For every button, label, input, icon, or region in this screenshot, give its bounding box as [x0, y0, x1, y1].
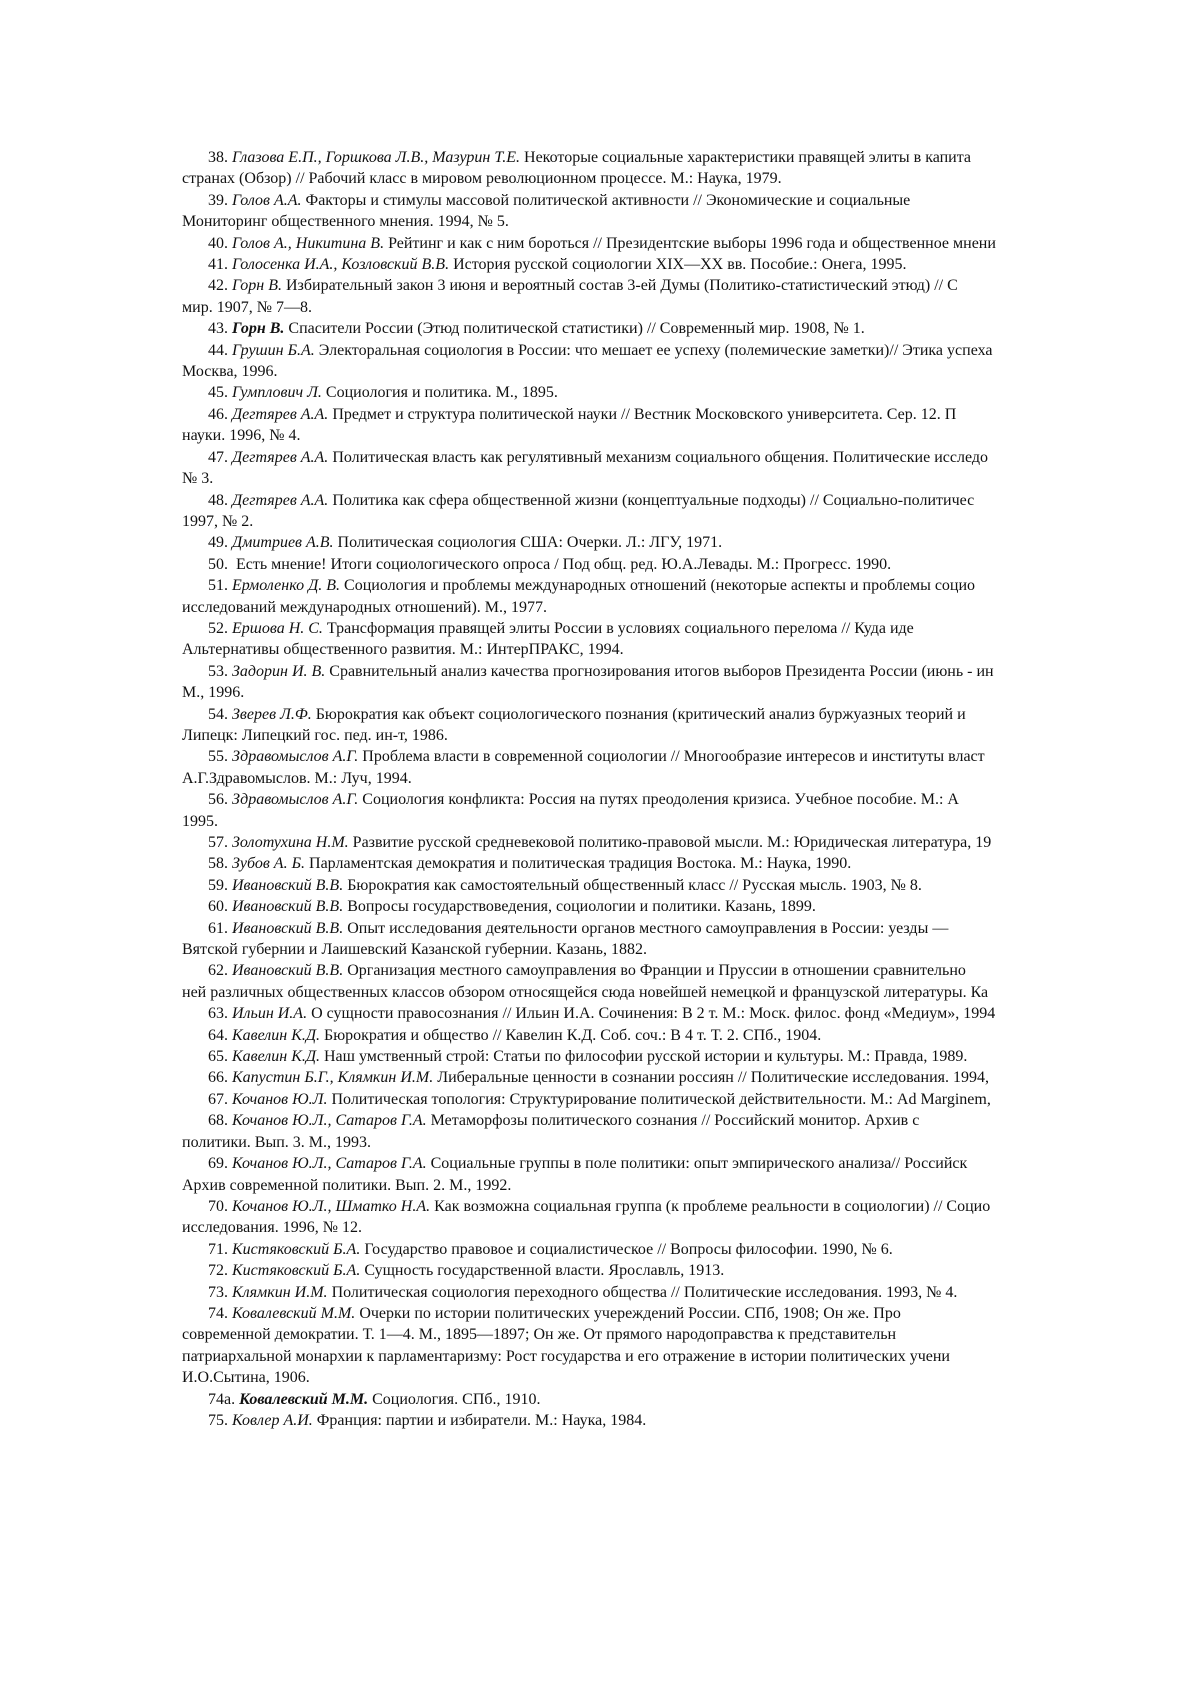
bibliography-list: [182, 147, 1200, 1431]
entry-number: 52.: [208, 619, 228, 637]
entry-first-line: [182, 1067, 1200, 1088]
bibliography-entry: [182, 275, 1200, 318]
entry-continuation-line: [182, 982, 1200, 1003]
entry-first-line: [182, 532, 1200, 553]
entry-number: 38.: [208, 149, 228, 166]
entry-number: 60.: [208, 898, 228, 916]
entry-continuation-line: [182, 1346, 1200, 1367]
entry-text: Политика как сфера общественной жизни (концептуальные подходы) // Социально-политичес: [328, 491, 975, 509]
entry-number: 41.: [208, 256, 228, 274]
entry-first-line: [182, 1153, 1200, 1174]
bibliography-entry: [182, 1239, 1200, 1260]
bibliography-entry: [182, 382, 1200, 403]
entry-text: А.Г.Здравомыслов. М.: Луч, 1994.: [182, 769, 412, 787]
entry-number: 62.: [208, 962, 228, 980]
entry-text: Развитие русской средневековой политико-правовой мысли. М.: Юридическая литература, 19: [348, 834, 992, 851]
entry-number: 46.: [208, 405, 228, 423]
entry-author: Зубов А. Б.: [232, 855, 306, 873]
entry-text: патриархальной монархии к парламентаризму: Рост государства и его отражение в истории политических учени: [182, 1347, 950, 1365]
entry-text: исследования. 1996, № 12.: [182, 1219, 362, 1237]
entry-first-line: [182, 789, 1200, 810]
entry-author: Кистяковский Б.А.: [232, 1240, 361, 1258]
entry-number: 73.: [208, 1283, 228, 1301]
bibliography-entry: [182, 1410, 1200, 1431]
entry-text: Электоральная социология в России: что мешает ее успеху (полемические заметки)// Этика успеха: [314, 341, 993, 359]
entry-text: Рейтинг и как с ним бороться // Президентские выборы 1996 года и общественное мнени: [384, 234, 996, 252]
entry-number: 42.: [208, 277, 228, 295]
bibliography-entry: [182, 1089, 1200, 1110]
entry-number: 44.: [208, 341, 228, 359]
entry-number: 61.: [208, 919, 228, 937]
entry-first-line: [182, 1239, 1200, 1260]
entry-text: Архив современной политики. Вып. 2. М., 1992.: [182, 1176, 512, 1194]
entry-text: Предмет и структура политической науки // Вестник Московского университета. Сер. 12. П: [328, 405, 957, 423]
entry-text: ней различных общественных классов обзором относящейся сюда новейшей немецкой и французской литературы. Ка: [182, 983, 989, 1001]
entry-text: Избирательный закон 3 июня и вероятный состав 3-ей Думы (Политико-статистический этюд) // С: [281, 277, 958, 295]
entry-continuation-line: [182, 725, 1200, 746]
entry-text: Наш умственный строй: Статьи по философии русской истории и культуры. М.: Правда, 1989.: [320, 1048, 968, 1066]
entry-text: Социальные группы в поле политики: опыт эмпирического анализа// Российск: [426, 1155, 968, 1173]
entry-text: И.О.Сытина, 1906.: [182, 1369, 310, 1387]
entry-author: Дегтярев А.А.: [232, 405, 329, 423]
entry-author: Голов А.А.: [232, 191, 302, 209]
entry-author: Кочанов Ю.Л., Сатаров Г.А.: [232, 1155, 427, 1173]
entry-text: Бюрократия и общество // Кавелин К.Д. Соб. соч.: В 4 т. Т. 2. СПб., 1904.: [320, 1026, 822, 1044]
entry-author: Горн В.: [232, 277, 282, 295]
entry-first-line: [182, 896, 1200, 917]
entry-text: Политическая топология: Структурирование политической действительности. М.: Ad Marginem,: [327, 1090, 991, 1108]
entry-text: мир. 1907, № 7—8.: [182, 298, 312, 316]
entry-text: Парламентская демократия и политическая традиция Востока. М.: Наука, 1990.: [305, 855, 852, 873]
bibliography-entry: [182, 1110, 1200, 1153]
entry-number: 40.: [208, 234, 228, 252]
entry-text: Политическая социология США: Очерки. Л.: ЛГУ, 1971.: [333, 534, 723, 552]
entry-author: Голосенка И.А., Козловский В.В.: [232, 256, 450, 274]
bibliography-entry: [182, 1046, 1200, 1067]
entry-text: Факторы и стимулы массовой политической активности // Экономические и социальные: [301, 191, 911, 209]
entry-number: 48.: [208, 491, 228, 509]
entry-text: Франция: партии и избиратели. М.: Наука, 1984.: [312, 1411, 647, 1429]
bibliography-entry: [182, 918, 1200, 961]
entry-continuation-line: [182, 768, 1200, 789]
bibliography-entry: [182, 618, 1200, 661]
entry-first-line: [182, 853, 1200, 874]
bibliography-entry: [182, 575, 1200, 618]
bibliography-entry: [182, 447, 1200, 490]
entry-first-line: [182, 960, 1200, 981]
entry-first-line: [182, 875, 1200, 896]
entry-first-line: [182, 1196, 1200, 1217]
entry-first-line: [182, 1110, 1200, 1131]
entry-text: Проблема власти в современной социологии // Многообразие интересов и институты власт: [358, 748, 985, 766]
entry-number: 51.: [208, 577, 228, 595]
entry-text: История русской социологии XIX—XX вв. Пособие.: Онега, 1995.: [449, 256, 907, 274]
entry-first-line: [182, 190, 1200, 211]
entry-text: Организация местного самоуправления во Франции и Пруссии в отношении сравнительно: [343, 962, 966, 980]
entry-text: Государство правовое и социалистическое // Вопросы философии. 1990, № 6.: [360, 1240, 893, 1258]
entry-text: Бюрократия как объект социологического познания (критический анализ буржуазных теорий и: [311, 705, 966, 723]
bibliography-entry: [182, 340, 1200, 383]
entry-number: 53.: [208, 662, 228, 680]
entry-text: Некоторые социальные характеристики правящей элиты в капита: [520, 149, 972, 166]
entry-continuation-line: [182, 297, 1200, 318]
bibliography-entry: [182, 1067, 1200, 1088]
entry-author: Ивановский В.В.: [232, 876, 344, 894]
entry-continuation-line: [182, 1132, 1200, 1153]
entry-author: Ермоленко Д. В.: [232, 577, 341, 595]
entry-text: Опыт исследования деятельности органов местного самоуправления в России: уезды —: [343, 919, 949, 937]
bibliography-entry: [182, 190, 1200, 233]
entry-text: Есть мнение! Итоги социологического опроса / Под общ. ред. Ю.А.Левады. М.: Прогресс. 1990.: [232, 555, 892, 573]
entry-first-line: [182, 1046, 1200, 1067]
entry-number: 72.: [208, 1262, 228, 1280]
bibliography-entry: [182, 1025, 1200, 1046]
entry-number: 39.: [208, 191, 228, 209]
entry-first-line: [182, 704, 1200, 725]
entry-first-line: [182, 554, 1200, 575]
entry-author: Здравомыслов А.Г.: [232, 791, 359, 809]
entry-text: странах (Обзор) // Рабочий класс в мировом революционном процессе. М.: Наука, 1979.: [182, 170, 782, 188]
entry-text: Бюрократия как самостоятельный общественный класс // Русская мысль. 1903, № 8.: [343, 876, 922, 894]
entry-text: Спасители России (Этюд политической статистики) // Современный мир. 1908, № 1.: [284, 320, 865, 338]
entry-author: Капустин Б.Г., Клямкин И.М.: [232, 1069, 434, 1087]
entry-text: Москва, 1996.: [182, 363, 278, 381]
entry-number: 55.: [208, 748, 228, 766]
entry-author: Кочанов Ю.Л.: [232, 1090, 328, 1108]
entry-author: Здравомыслов А.Г.: [232, 748, 359, 766]
entry-author: Зверев Л.Ф.: [232, 705, 312, 723]
entry-author: Кистяковский Б.А.: [232, 1262, 361, 1280]
entry-number: 54.: [208, 705, 228, 723]
entry-author: Ковалевский М.М.: [239, 1390, 369, 1408]
entry-author: Золотухина Н.М.: [232, 834, 349, 851]
entry-number: 66.: [208, 1069, 228, 1087]
entry-continuation-line: [182, 682, 1200, 703]
entry-first-line: [182, 1303, 1200, 1324]
entry-text: О сущности правосознания // Ильин И.А. Сочинения: В 2 т. М.: Моск. филос. фонд «Медиум», 1994: [307, 1005, 996, 1023]
bibliography-entry: [182, 661, 1200, 704]
entry-author: Гумплович Л.: [232, 384, 322, 402]
entry-continuation-line: [182, 1367, 1200, 1388]
entry-continuation-line: [182, 361, 1200, 382]
entry-number: 63.: [208, 1005, 228, 1023]
bibliography-entry: [182, 704, 1200, 747]
entry-author: Грушин Б.А.: [232, 341, 315, 359]
entry-author: Ивановский В.В.: [232, 919, 344, 937]
entry-text: М., 1996.: [182, 684, 245, 702]
entry-first-line: [182, 661, 1200, 682]
entry-number: 69.: [208, 1155, 228, 1173]
entry-author: Голов А., Никитина В.: [232, 234, 385, 252]
bibliography-entry: [182, 147, 1200, 190]
entry-text: Липецк: Липецкий гос. пед. ин-т, 1986.: [182, 726, 448, 744]
entry-first-line: [182, 1025, 1200, 1046]
bibliography-entry: [182, 404, 1200, 447]
entry-author: Клямкин И.М.: [232, 1283, 328, 1301]
entry-text: Метаморфозы политического сознания // Российский монитор. Архив с: [426, 1112, 920, 1130]
entry-text: Политическая социология переходного общества // Политические исследования. 1993, № 4.: [327, 1283, 958, 1301]
entry-continuation-line: [182, 639, 1200, 660]
entry-author: Дегтярев А.А.: [232, 448, 329, 466]
entry-text: Вопросы государствоведения, социологии и политики. Казань, 1899.: [343, 898, 816, 916]
entry-text: 1997, № 2.: [182, 512, 254, 530]
entry-first-line: [182, 746, 1200, 767]
entry-first-line: [182, 1282, 1200, 1303]
bibliography-entry: [182, 1153, 1200, 1196]
entry-number: 67.: [208, 1090, 228, 1108]
entry-text: Трансформация правящей элиты России в условиях социального перелома // Куда иде: [322, 619, 914, 637]
entry-text: науки. 1996, № 4.: [182, 427, 301, 445]
entry-first-line: [182, 233, 1200, 254]
bibliography-entry: [182, 875, 1200, 896]
entry-first-line: [182, 1089, 1200, 1110]
entry-author: Кавелин К.Д.: [232, 1026, 320, 1044]
bibliography-entry: [182, 1389, 1200, 1410]
bibliography-entry: [182, 789, 1200, 832]
entry-text: Социология и политика. М., 1895.: [321, 384, 558, 402]
bibliography-entry: [182, 532, 1200, 553]
entry-number: 43.: [208, 320, 228, 338]
entry-number: 58.: [208, 855, 228, 873]
entry-number: 45.: [208, 384, 228, 402]
entry-first-line: [182, 147, 1200, 168]
bibliography-entry: [182, 1196, 1200, 1239]
bibliography-entry: [182, 1003, 1200, 1024]
bibliography-entry: [182, 490, 1200, 533]
entry-author: Ковлер А.И.: [232, 1411, 313, 1429]
bibliography-entry: [182, 960, 1200, 1003]
entry-number: 74.: [208, 1304, 228, 1322]
entry-continuation-line: [182, 811, 1200, 832]
entry-first-line: [182, 918, 1200, 939]
bibliography-entry: [182, 832, 1200, 853]
bibliography-entry: [182, 254, 1200, 275]
entry-author: Горн В.: [232, 320, 285, 338]
entry-text: современной демократии. Т. 1—4. М., 1895—1897; Он же. От прямого народоправства к представительн: [182, 1326, 897, 1344]
entry-number: 75.: [208, 1411, 228, 1429]
entry-number: 56.: [208, 791, 228, 809]
bibliography-entry: [182, 853, 1200, 874]
entry-text: Сущность государственной власти. Ярославль, 1913.: [360, 1262, 725, 1280]
entry-text: Политическая власть как регулятивный механизм социального общения. Политические исследо: [328, 448, 988, 466]
entry-number: 47.: [208, 448, 228, 466]
entry-author: Ивановский В.В.: [232, 898, 344, 916]
entry-author: Дмитриев А.В.: [232, 534, 334, 552]
bibliography-entry: [182, 1303, 1200, 1389]
entry-number: 64.: [208, 1026, 228, 1044]
entry-author: Дегтярев А.А.: [232, 491, 329, 509]
bibliography-entry: [182, 554, 1200, 575]
bibliography-entry: [182, 896, 1200, 917]
entry-first-line: [182, 447, 1200, 468]
entry-number: 49.: [208, 534, 228, 552]
entry-first-line: [182, 575, 1200, 596]
entry-first-line: [182, 1389, 1200, 1410]
entry-number: 71.: [208, 1240, 228, 1258]
entry-continuation-line: [182, 1175, 1200, 1196]
entry-first-line: [182, 1410, 1200, 1431]
bibliography-entry: [182, 746, 1200, 789]
entry-text: Социология. СПб., 1910.: [368, 1390, 541, 1408]
entry-first-line: [182, 618, 1200, 639]
entry-first-line: [182, 382, 1200, 403]
entry-continuation-line: [182, 468, 1200, 489]
entry-text: Альтернативы общественного развития. М.: ИнтерПРАКС, 1994.: [182, 641, 624, 659]
bibliography-entry: [182, 318, 1200, 339]
entry-number: 68.: [208, 1112, 228, 1130]
entry-continuation-line: [182, 511, 1200, 532]
entry-first-line: [182, 404, 1200, 425]
entry-number: 50.: [208, 555, 228, 573]
entry-text: № 3.: [182, 470, 214, 488]
entry-text: Сравнительный анализ качества прогнозирования итогов выборов Президента России (июнь - ин: [325, 662, 994, 680]
entry-text: Как возможна социальная группа (к проблеме реальности в социологии) // Социо: [430, 1197, 991, 1215]
entry-first-line: [182, 490, 1200, 511]
entry-text: Мониторинг общественного мнения. 1994, № 5.: [182, 213, 509, 231]
entry-text: Вятской губернии и Лаишевский Казанской губернии. Казань, 1882.: [182, 941, 647, 959]
entry-first-line: [182, 340, 1200, 361]
entry-continuation-line: [182, 597, 1200, 618]
entry-text: исследований международных отношений). М., 1977.: [182, 598, 547, 616]
entry-text: Социология конфликта: Россия на путях преодоления кризиса. Учебное пособие. М.: А: [358, 791, 959, 809]
bibliography-entry: [182, 1282, 1200, 1303]
entry-text: политики. Вып. 3. М., 1993.: [182, 1133, 371, 1151]
entry-first-line: [182, 318, 1200, 339]
entry-first-line: [182, 832, 1200, 853]
entry-author: Ершова Н. С.: [232, 619, 323, 637]
entry-author: Кавелин К.Д.: [232, 1048, 320, 1066]
entry-continuation-line: [182, 1324, 1200, 1345]
entry-text: Социология и проблемы международных отношений (некоторые аспекты и проблемы социо: [340, 577, 976, 595]
entry-author: Кочанов Ю.Л., Сатаров Г.А.: [232, 1112, 427, 1130]
entry-continuation-line: [182, 939, 1200, 960]
entry-author: Кочанов Ю.Л., Шматко Н.А.: [232, 1197, 431, 1215]
entry-number: 70.: [208, 1197, 228, 1215]
entry-text: Либеральные ценности в сознании россиян // Политические исследования. 1994,: [433, 1069, 989, 1087]
entry-continuation-line: [182, 211, 1200, 232]
entry-text: 1995.: [182, 812, 218, 830]
bibliography-entry: [182, 1260, 1200, 1281]
entry-number: 59.: [208, 876, 228, 894]
entry-first-line: [182, 1260, 1200, 1281]
bibliography-entry: [182, 233, 1200, 254]
entry-author: Ильин И.А.: [232, 1005, 308, 1023]
entry-number: 74а.: [208, 1390, 236, 1408]
entry-number: 57.: [208, 834, 228, 851]
entry-author: Задорин И. В.: [232, 662, 326, 680]
entry-number: 65.: [208, 1048, 228, 1066]
entry-author: Глазова Е.П., Горшкова Л.В., Мазурин Т.Е.: [232, 149, 521, 166]
entry-author: Ковалевский М.М.: [232, 1304, 356, 1322]
entry-continuation-line: [182, 425, 1200, 446]
entry-first-line: [182, 275, 1200, 296]
entry-author: Ивановский В.В.: [232, 962, 344, 980]
entry-text: Очерки по истории политических учереждений России. СПб, 1908; Он же. Про: [355, 1304, 901, 1322]
entry-first-line: [182, 1003, 1200, 1024]
entry-first-line: [182, 254, 1200, 275]
entry-continuation-line: [182, 168, 1200, 189]
entry-continuation-line: [182, 1217, 1200, 1238]
